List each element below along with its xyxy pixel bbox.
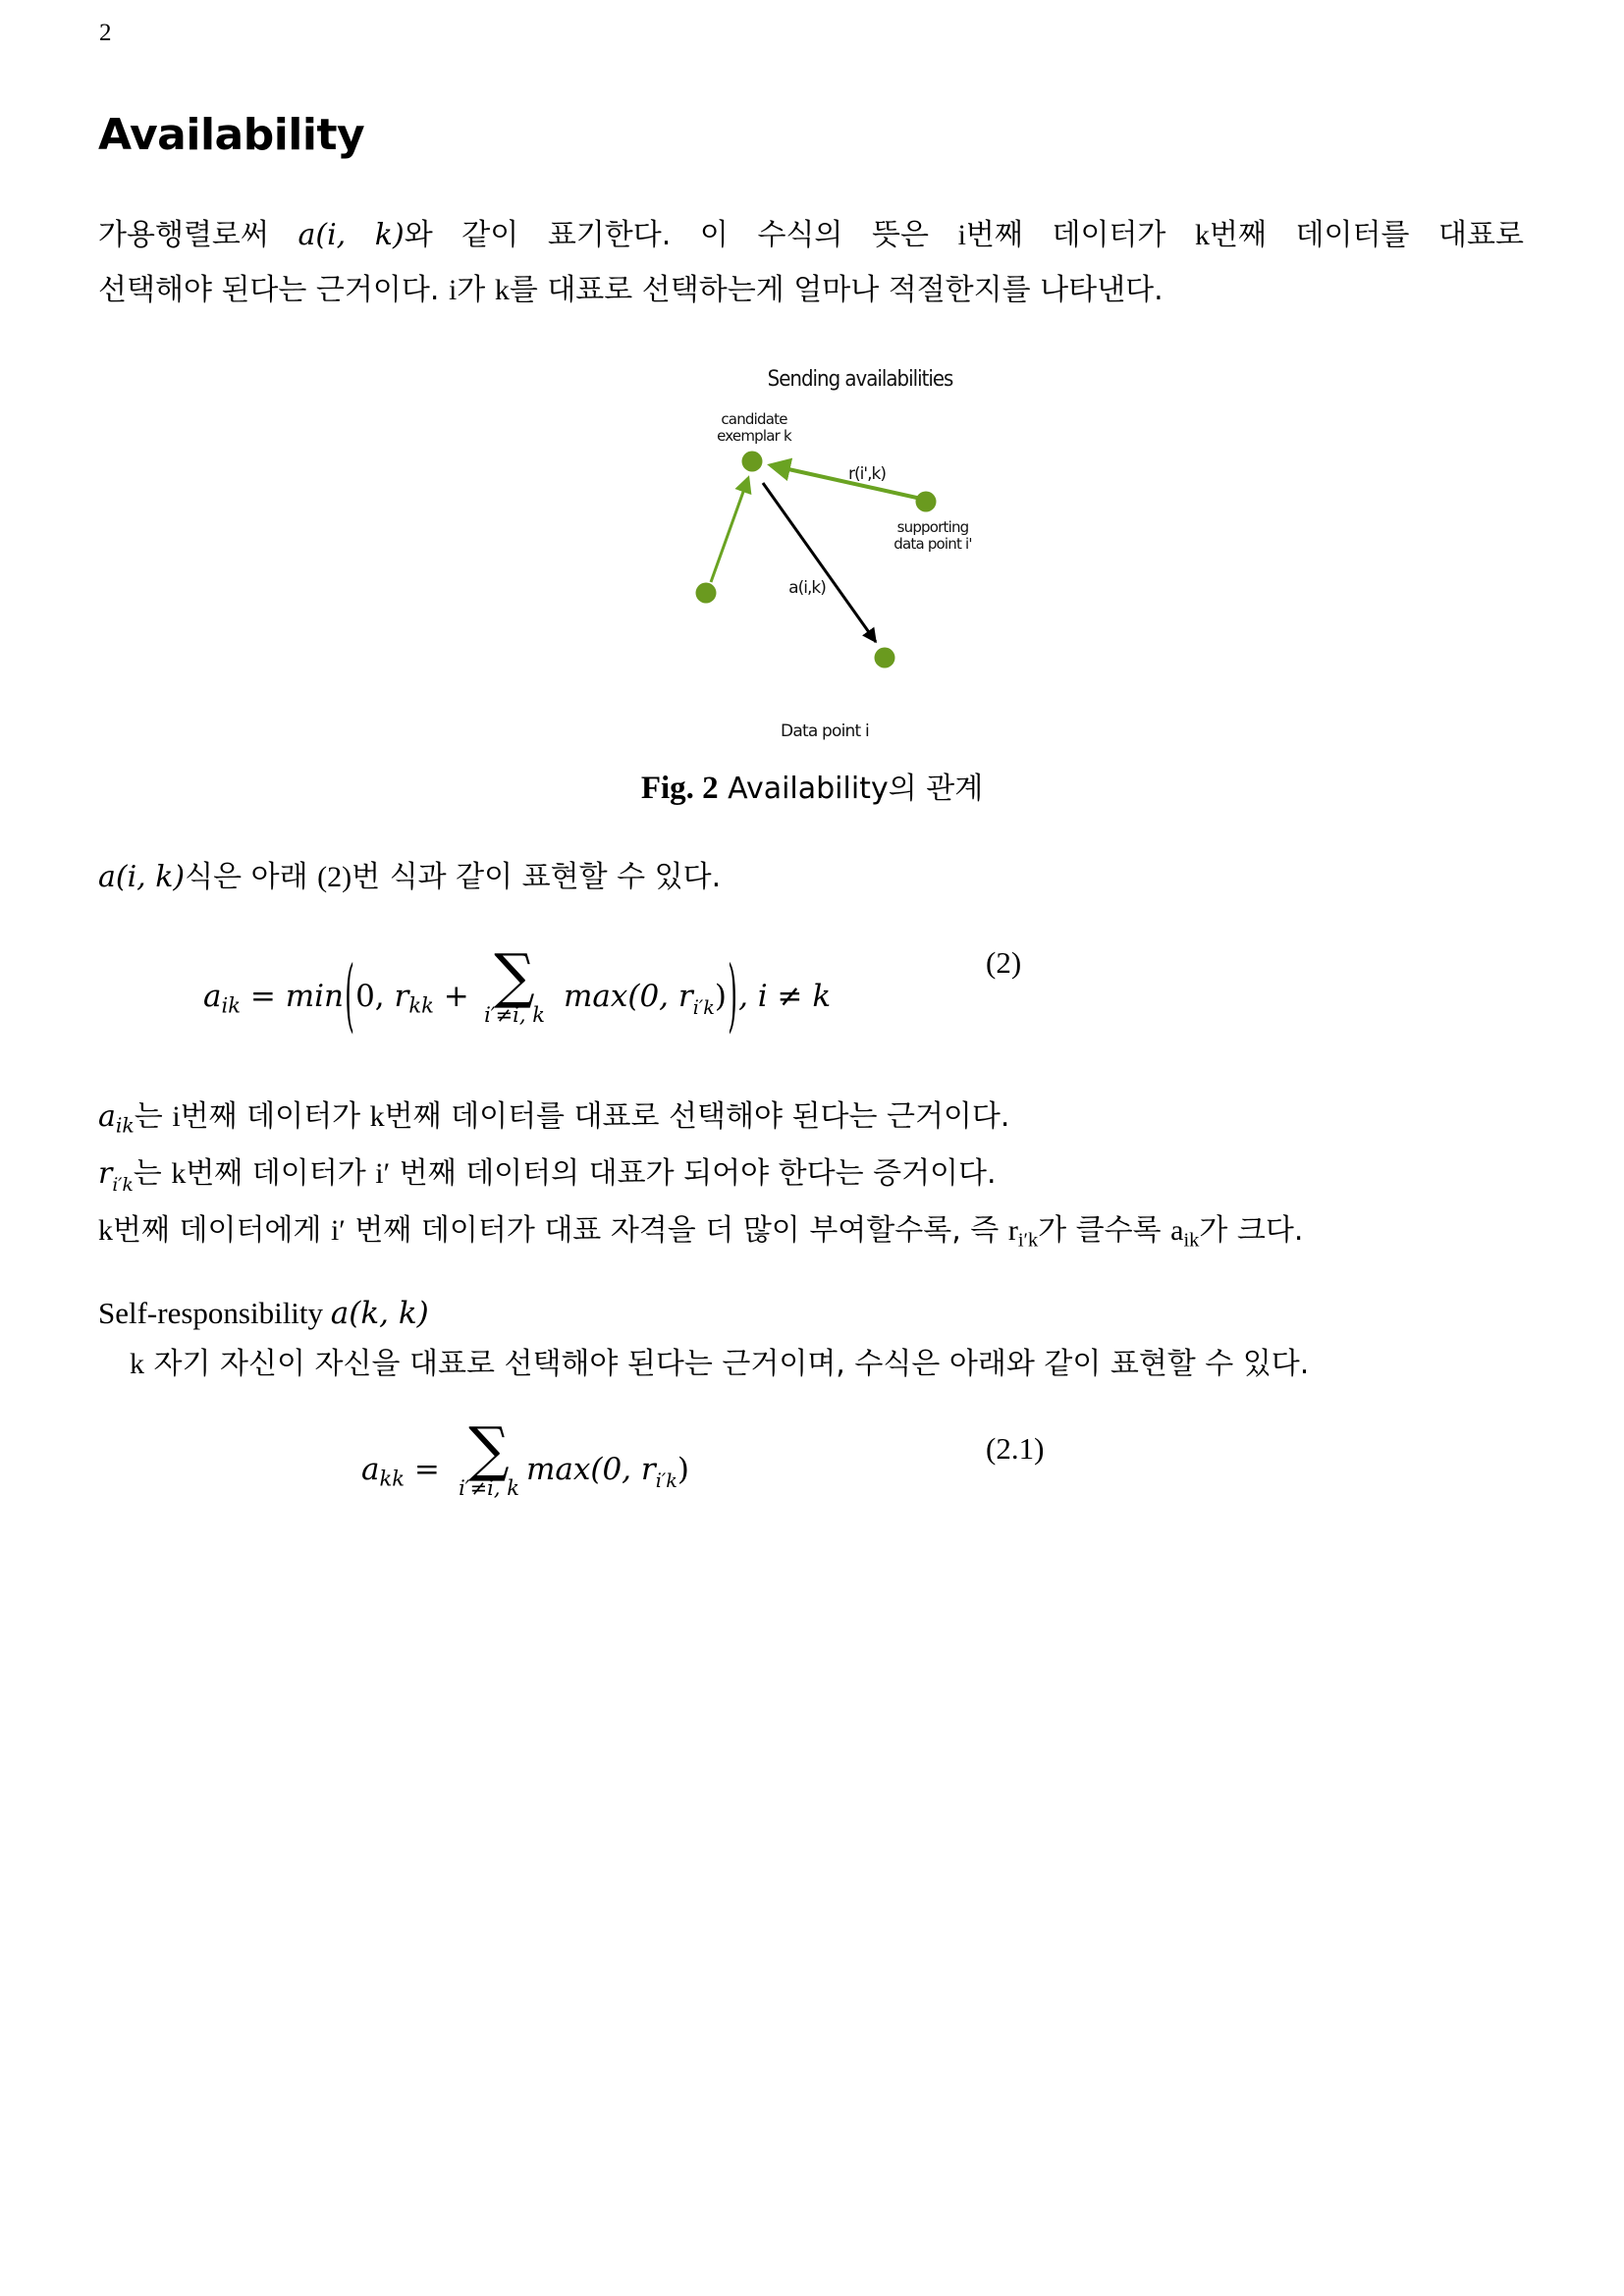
- eq-max: max(0,: [564, 979, 678, 1014]
- relation-line: [98, 1211, 1303, 1260]
- sym-sub: i′k: [112, 1174, 134, 1196]
- eq-equals: =: [405, 1452, 440, 1487]
- equation-number-2-1: (2.1): [986, 1431, 1045, 1466]
- text: 는: [134, 1099, 173, 1134]
- equation-2: [203, 950, 469, 1042]
- var: k: [171, 1157, 187, 1190]
- eq-r-sub: i′k: [692, 996, 715, 1020]
- equation-2-1: [361, 1445, 440, 1494]
- sum-block-2-1: [459, 1414, 519, 1500]
- var-i: i: [957, 219, 966, 251]
- eq-lhs: a: [361, 1452, 380, 1487]
- var: i′: [375, 1157, 391, 1190]
- node-supporting-i-prime: [916, 492, 937, 512]
- eq-lhs: a: [203, 979, 222, 1014]
- availability-diagram: [648, 353, 1041, 751]
- label-data-point-i: Data point i: [781, 721, 869, 741]
- label-candidate-1: candidate: [721, 410, 787, 428]
- text: 번째 데이터에게: [113, 1213, 331, 1248]
- left-arrow: [711, 478, 748, 582]
- label-candidate-2: exemplar k: [717, 427, 791, 445]
- eq-plus: +: [433, 979, 469, 1014]
- label-supporting-2: data point i': [893, 535, 972, 553]
- equation2-intro: [98, 858, 721, 897]
- text: 가 클수록: [1038, 1213, 1171, 1248]
- var: k: [369, 1100, 385, 1133]
- responsibility-arrow: [771, 465, 921, 499]
- text: 선택해야 된다는 근거이다.: [98, 273, 449, 307]
- intro-paragraph: [98, 208, 1524, 318]
- sum-subscript: i′≠i, k: [459, 1476, 519, 1500]
- eq-close: ): [714, 979, 727, 1014]
- label-supporting-1: supporting: [896, 518, 969, 536]
- eq-equals: =: [241, 979, 286, 1014]
- var-i-prime: i′: [330, 1214, 346, 1247]
- page-number: 2: [99, 20, 112, 46]
- label-r-i-prime-k: r(i',k): [848, 464, 886, 484]
- intro-line-2: [98, 263, 1524, 318]
- var-a-sub: ik: [1183, 1229, 1200, 1252]
- text: 번째 데이터를 대표로: [1209, 218, 1524, 252]
- eq-r: r: [677, 979, 693, 1014]
- caption-label: Fig. 2: [640, 771, 719, 806]
- caption-text: Availability의 관계: [718, 772, 984, 806]
- node-other: [696, 583, 717, 604]
- eq-r: r: [394, 979, 409, 1014]
- sum-subscript: i′≠i, k: [484, 1003, 545, 1027]
- equation-number-2: (2): [986, 945, 1022, 980]
- var-i: i: [448, 274, 458, 306]
- text: 는: [133, 1156, 172, 1191]
- left-paren: (: [345, 950, 354, 1042]
- right-paren: ): [728, 950, 737, 1042]
- availability-arrow: [763, 483, 876, 642]
- text: 번째 데이터가: [186, 1156, 376, 1191]
- sym-a: a: [98, 1099, 116, 1134]
- text: 번째 데이터를 대표로 선택해야 된다는 근거이다.: [384, 1099, 1010, 1134]
- node-candidate-k: [742, 452, 763, 472]
- text: 번 식과 같이 표현할 수 있다.: [352, 860, 722, 894]
- text: 번째 데이터의 대표가 되어야 한다는 증거이다.: [390, 1156, 997, 1191]
- text: 번째 데이터가 대표 자격을 더 많이 부여할수록, 즉: [345, 1213, 1008, 1248]
- sym-sub: ik: [115, 1113, 135, 1138]
- eq-r: r: [640, 1452, 656, 1487]
- text: 가용행렬로써: [98, 218, 298, 252]
- text: 번째 데이터가: [180, 1099, 370, 1134]
- text: 식은 아래: [185, 860, 318, 894]
- math-a-k-k: a(k, k): [330, 1296, 429, 1331]
- eq-zero: 0,: [355, 979, 395, 1014]
- eq-lhs-sub: ik: [221, 992, 241, 1018]
- sigma-symbol: ∑: [494, 940, 535, 1011]
- eq-min: min: [285, 979, 344, 1014]
- math-a-i-k: a(i, k): [298, 218, 405, 252]
- var-r-sub: i′k: [1017, 1229, 1039, 1252]
- eq-lhs-sub: kk: [379, 1466, 406, 1491]
- availability-figure: [648, 353, 1041, 751]
- node-data-point-i: [875, 648, 895, 668]
- math-a-i-k: a(i, k): [98, 860, 186, 894]
- definition-a-ik: [98, 1097, 1009, 1146]
- figure-caption: [0, 764, 1624, 807]
- var: i: [172, 1100, 181, 1133]
- equation-2-rest: [564, 950, 832, 1042]
- definition-r-i-prime-k: [98, 1154, 997, 1205]
- self-responsibility-title: [98, 1296, 429, 1331]
- intro-line-1: [98, 208, 1524, 263]
- eq-close: ): [677, 1452, 689, 1487]
- text: 가 크다.: [1199, 1213, 1304, 1248]
- sym-r: r: [98, 1156, 113, 1191]
- equation-2-1-rest: [526, 1445, 689, 1494]
- eq-condition: , i ≠ k: [738, 979, 832, 1014]
- eq-r-sub: i′k: [655, 1469, 677, 1493]
- var-k: k: [98, 1214, 113, 1247]
- equation-ref: (2): [317, 861, 352, 893]
- var-k: k: [494, 274, 510, 306]
- eq-r-sub: kk: [408, 992, 434, 1018]
- sigma-symbol: ∑: [468, 1414, 510, 1484]
- text: 자기 자신이 자신을 대표로 선택해야 된다는 근거이며, 수식은 아래와 같이 표현할 수 있다.: [144, 1347, 1310, 1381]
- text: 를 대표로 선택하는게 얼마나 적절한지를 나타낸다.: [509, 273, 1164, 307]
- text: 번째 데이터가: [965, 218, 1195, 252]
- label-a-i-k: a(i,k): [788, 578, 826, 598]
- var-a: a: [1170, 1214, 1184, 1247]
- figure-title: Sending availabilities: [767, 367, 953, 392]
- text: 가: [457, 273, 495, 307]
- var-r: r: [1007, 1214, 1018, 1247]
- text: 와 같이 표기한다. 이 수식의 뜻은: [404, 218, 958, 252]
- var-k: k: [130, 1348, 144, 1380]
- self-responsibility-desc: [130, 1345, 1309, 1384]
- eq-max: max(0,: [526, 1452, 641, 1487]
- sum-block: [484, 940, 545, 1027]
- section-heading: Availability: [98, 110, 365, 160]
- var-k: k: [1194, 219, 1210, 251]
- text: Self-responsibility: [98, 1296, 331, 1330]
